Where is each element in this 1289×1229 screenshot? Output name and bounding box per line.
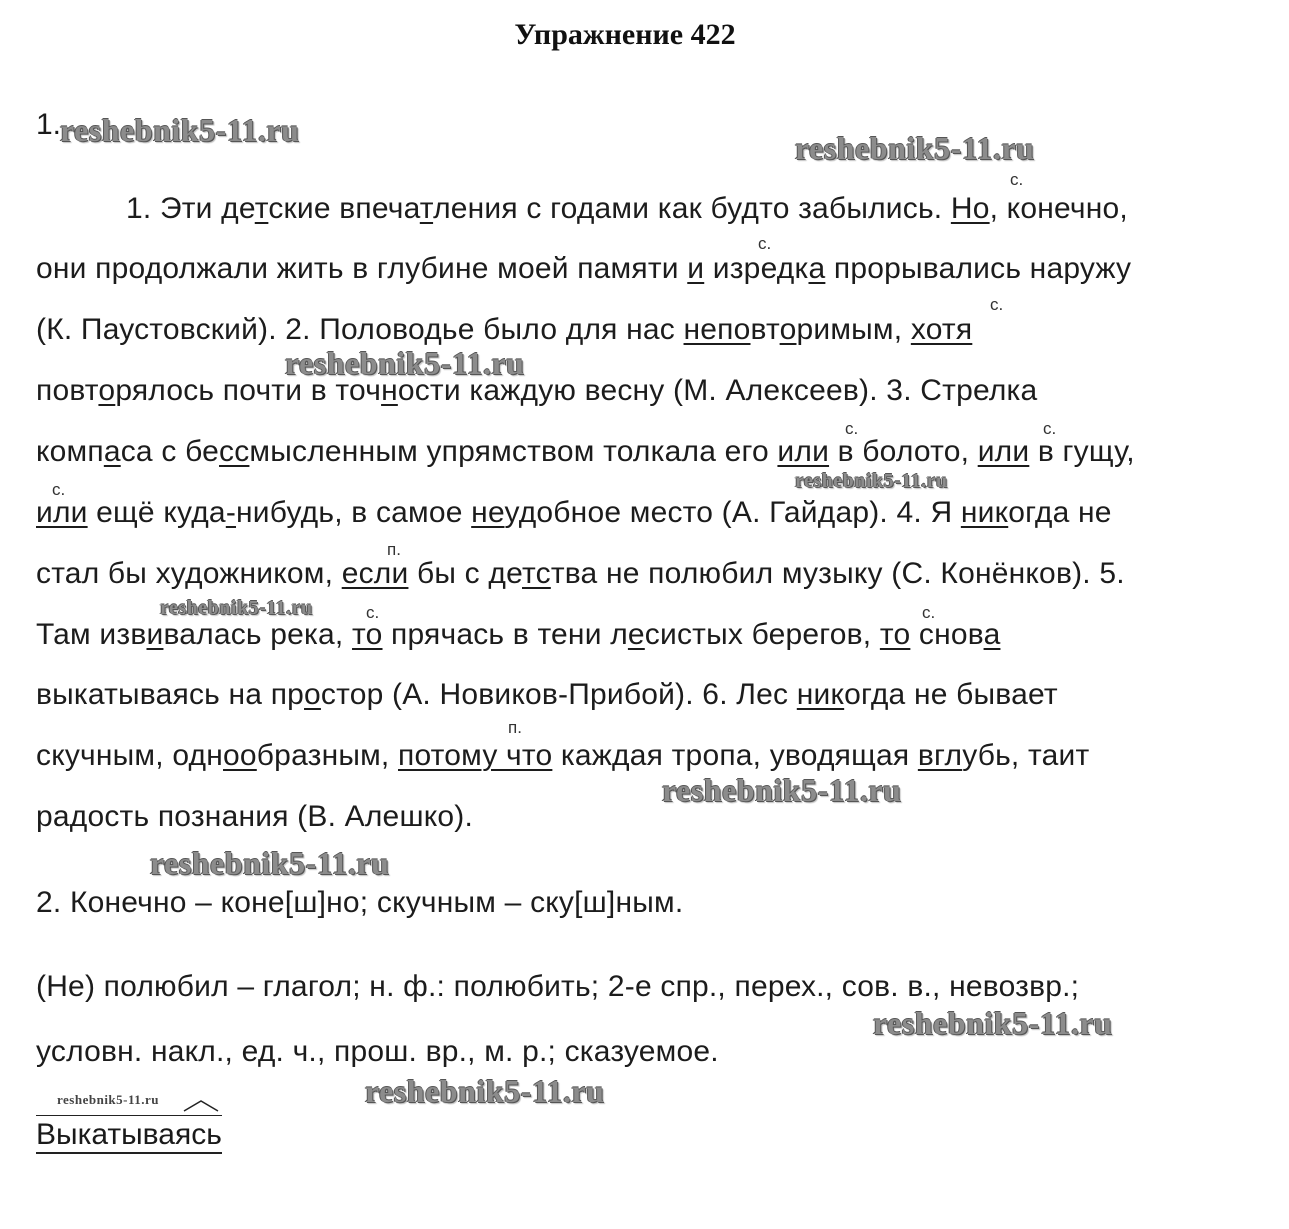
text-line: радость познания (В. Алешко). [36, 800, 473, 833]
morpheme-parse-word: Выкатываясь [36, 1115, 222, 1154]
conj-mark: с. [922, 603, 936, 622]
conj-mark: с. [990, 295, 1004, 314]
watermark: reshebnik5-11.ru [365, 1073, 605, 1109]
text-line: выкатываясь на простор (А. Новиков-Прибой). 6. Лес никогда не бывает [36, 678, 1058, 711]
watermark: reshebnik5-11.ru [795, 130, 1035, 166]
watermark: reshebnik5-11.ru [285, 345, 525, 381]
text-line: 1. Эти детские впечатления с годами как будто забылись. Но, конечно, [126, 192, 1128, 225]
conj-mark: с. [1043, 419, 1057, 438]
watermark: reshebnik5-11.ru [150, 845, 390, 881]
watermark: reshebnik5-11.ru [57, 1092, 160, 1107]
text-line: они продолжали жить в глубине моей памяти и изредка прорывались наружу [36, 252, 1132, 285]
conj-mark: с. [1010, 170, 1024, 189]
text-line: скучным, однообразным, потому что каждая тропа, уводящая вглубь, таит [36, 739, 1090, 772]
text-line: повторялось почти в точности каждую весну (М. Алексеев). 3. Стрелка [36, 374, 1038, 407]
text-line: (Не) полюбил – глагол; н. ф.: полюбить; 2-е спр., перех., сов. в., невозвр.; [36, 970, 1080, 1003]
conj-mark: с. [758, 234, 772, 253]
conj-mark: п. [387, 540, 401, 559]
watermark: reshebnik5-11.ru [60, 112, 300, 148]
conj-mark: с. [366, 603, 380, 622]
text-line: компаса с бессмысленным упрямством толкала его или в болото, или в гущу, [36, 435, 1135, 468]
watermark: reshebnik5-11.ru [160, 597, 313, 619]
suffix-mark-icon [183, 1100, 219, 1112]
watermark: reshebnik5-11.ru [795, 470, 948, 492]
watermark: reshebnik5-11.ru [873, 1005, 1113, 1041]
conj-mark: с. [845, 419, 859, 438]
conj-mark: с. [52, 480, 66, 499]
page-title: Упражнение 422 [514, 18, 736, 51]
conj-mark: п. [508, 718, 522, 737]
watermark: reshebnik5-11.ru [662, 772, 902, 808]
part-number: 1. [36, 108, 62, 141]
text-line: или ещё куда-нибудь, в самое неудобное место (А. Гайдар). 4. Я никогда не [36, 496, 1112, 529]
text-line: условн. накл., ед. ч., прош. вр., м. р.; сказуемое. [36, 1035, 719, 1068]
text-line: (К. Паустовский). 2. Половодье было для нас неповторимым, хотя [36, 313, 973, 346]
text-line: 2. Конечно – коне[ш]но; скучным – ску[ш]ным. [36, 886, 684, 919]
text-line: стал бы художником, если бы с детства не полюбил музыку (С. Конёнков). 5. [36, 557, 1125, 590]
text-line: Там извивалась река, то прячась в тени лесистых берегов, то снова [36, 618, 1001, 651]
